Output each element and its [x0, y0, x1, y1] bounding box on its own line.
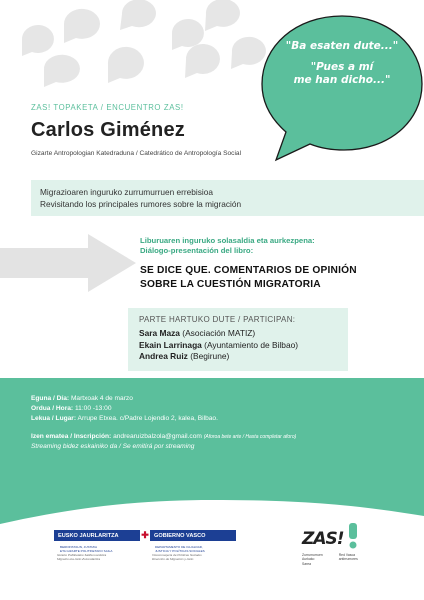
registration-row: [31, 432, 296, 442]
event-details: [31, 394, 296, 452]
time-value: 11:00 -13:00: [73, 405, 112, 412]
place-row: [31, 414, 296, 424]
speaker-name: Carlos Giménez: [31, 119, 185, 141]
speech-bubble-icon: [205, 0, 240, 31]
registration-note: (Aforoa bete arte / Hasta completar aforo): [203, 434, 297, 440]
dept-basque-line: ETA GIZARTE POLITIKETAKO SAILA: [60, 549, 113, 553]
participant-org: (Ayuntamiento de Bilbao): [201, 339, 299, 350]
zas-tagline-line: Red Vasca: [338, 553, 356, 557]
dept-basque-line: Migrazio eta Asilo Zuzendaritza: [57, 557, 101, 561]
quotes-text: [277, 40, 407, 87]
time-label: Ordua / Hora:: [31, 405, 74, 412]
dept-spanish: [149, 545, 244, 561]
book-subtitle-basque: Liburuaren inguruko solasaldia eta aurkezpena:: [140, 236, 315, 245]
speech-bubble-icon: [44, 55, 80, 87]
zas-logo: [302, 521, 372, 581]
date-row: [31, 394, 296, 404]
zas-bubble-icon: [346, 523, 360, 549]
book-title-line-1: SE DICE QUE. COMENTARIOS DE OPINIÓN: [140, 265, 357, 276]
book-title: [140, 264, 400, 291]
zas-tagline: [302, 553, 374, 566]
quote-speech-bubble: [256, 10, 424, 170]
zas-tagline-line: antirrumores: [338, 557, 358, 562]
participant-row: [139, 340, 348, 352]
dept-basque: [54, 545, 149, 561]
quote-basque: "Ba esaten dute...": [285, 40, 399, 52]
participant-row: [139, 328, 348, 340]
participants-title: PARTE HARTUKO DUTE / PARTICIPAN:: [139, 315, 296, 324]
topic-spanish: Revisitando los principales rumores sobre la migración: [40, 199, 242, 209]
book-subtitle-spanish: Diálogo-presentación del libro:: [140, 246, 254, 255]
book-title-line-2: SOBRE LA CUESTIÓN MIGRATORIA: [140, 278, 321, 290]
speech-bubble-icon: [22, 25, 54, 56]
registration-email[interactable]: andrearuizbalzola@gmail.com: [111, 433, 204, 440]
participant-name: Andrea Ruiz: [139, 351, 188, 361]
event-kicker: ZAS! TOPAKETA / ENCUENTRO ZAS!: [31, 103, 184, 112]
participant-name: Sara Maza: [139, 328, 180, 338]
speech-bubble-icon: [64, 9, 100, 43]
streaming-note: Streaming bidez eskainiko da / Se emitirá por streaming: [31, 443, 195, 450]
zas-wordmark: ZAS!: [302, 529, 344, 549]
quote-spanish-line-1: "Pues a mí: [310, 61, 374, 73]
dept-spanish-line: JUSTICIA Y POLÍTICAS SOCIALES: [155, 549, 205, 553]
registration-label: Izen ematea / Inscripción:: [31, 433, 112, 440]
footer-logos: [0, 515, 424, 600]
dept-basque-line: Gizarte Politiketako Sailburuordetza: [57, 553, 107, 557]
place-label: Lekua / Lugar:: [31, 415, 77, 422]
speech-bubble-icon: [108, 47, 144, 83]
dept-spanish-line: Dirección de Migración y Asilo: [152, 557, 194, 561]
participant-org: (Begirune): [187, 351, 230, 361]
gov-name-spanish: GOBIERNO VASCO: [150, 530, 236, 541]
speech-bubble-icon: [185, 44, 220, 78]
zas-tagline-line: Aurkako Sarea: [302, 557, 315, 566]
date-label: Eguna / Día:: [31, 395, 70, 402]
dept-spanish-line: Viceconsejería de Políticas Sociales: [152, 553, 202, 557]
topic-basque: Migrazioaren inguruko zurrumurruen errebisioa: [40, 187, 213, 197]
participant-name: Ekain Larrinaga: [139, 339, 202, 350]
gov-emblem-icon: ✚: [141, 530, 149, 540]
participant-row: [139, 351, 348, 363]
speaker-role: Gizarte Antropologian Katedraduna / Catedrático de Antropología Social: [31, 150, 242, 157]
time-row: [31, 404, 296, 414]
speech-bubble-icon: [120, 0, 156, 30]
book-presentation: [140, 236, 400, 291]
dept-spanish-line: DEPARTAMENTO DE IGUALDAD,: [155, 545, 203, 549]
gov-name-basque: EUSKO JAURLARITZA: [54, 530, 140, 541]
quote-spanish-line-2: me han dicho...": [293, 74, 391, 86]
event-header: [31, 103, 241, 157]
place-value: Arrupe Etxea. c/Padre Lojendio 2, kalea, Bilbao.: [76, 415, 218, 422]
topic-box: [31, 180, 424, 216]
arrow-right-icon: [0, 232, 140, 294]
dept-basque-line: BERDINTASUN, JUSTIZIA: [60, 545, 98, 549]
date-value: Martxoak 4 de marzo: [69, 395, 133, 402]
participant-org: (Asociación MATIZ): [179, 328, 256, 338]
participants-box: [128, 308, 348, 371]
basque-government-logo: [54, 530, 244, 575]
zas-tagline-line: Zurrumurruen: [302, 553, 323, 557]
